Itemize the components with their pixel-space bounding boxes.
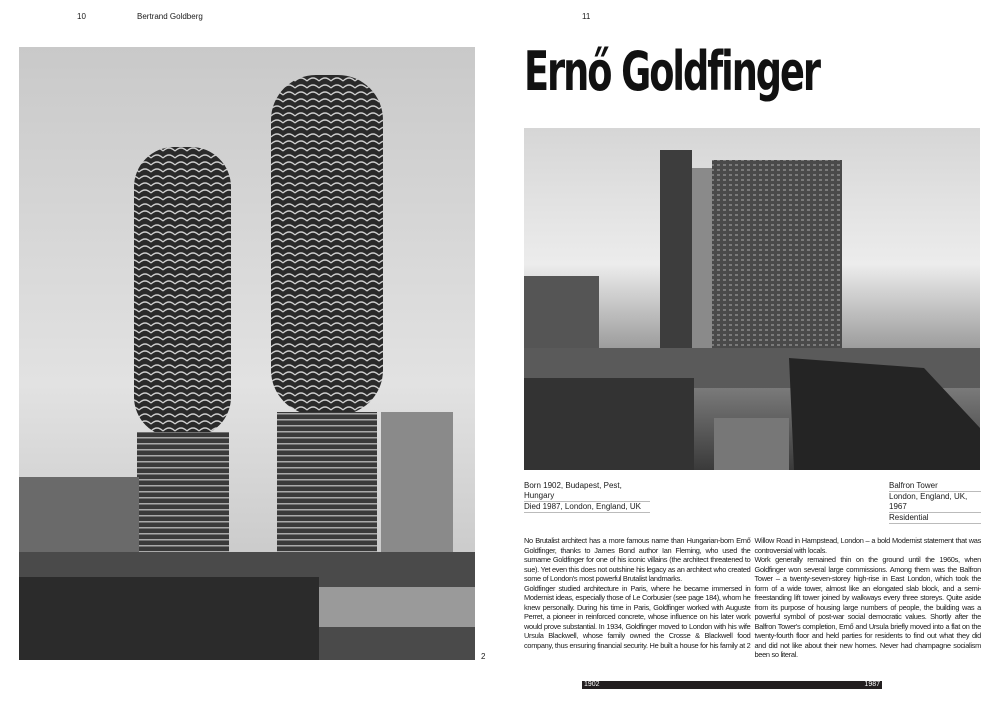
building-caption — [889, 481, 981, 524]
balfron-tower-photo — [524, 128, 980, 470]
building-name: Balfron Tower — [889, 481, 981, 492]
left-page-number: 10 — [77, 12, 86, 21]
building-type: Residential — [889, 513, 981, 524]
birth-info: Born 1902, Budapest, Pest, Hungary — [524, 481, 650, 502]
timeline-end: 1987 — [864, 681, 880, 688]
body-text — [524, 536, 981, 660]
timeline-end-bar — [811, 681, 882, 689]
building-location: London, England, UK, 1967 — [889, 492, 981, 513]
page-title: Ernő Goldfinger — [524, 40, 819, 103]
body-paragraph: Goldfinger studied architecture in Paris, where he became immersed in Modernist ideas, especially those of Le Corbusier (see page 184), whom he knew personally. During his time in Paris, Goldfinger worked with Auguste Perret, a pioneer in reinforced concrete, whose influence on his later work would prove substantial. In 1934, Goldfinger moved to London with his wife Ursula Blackwell, whose family owned the Crosse & Blackwell food company, thus ensuring financial security. He built a house for his family at 2 Willow Road in Hampstead, London – a bold Modernist statement that was controversial with locals. — [524, 536, 981, 650]
marina-city-photo — [19, 47, 475, 660]
running-title: Bertrand Goldberg — [137, 12, 203, 21]
timeline-lifespan-bar — [582, 681, 811, 689]
photo-number: 2 — [481, 652, 486, 661]
biography-caption — [524, 481, 650, 513]
body-paragraph: No Brutalist architect has a more famous name than Hungarian-born Ernő Goldfinger, thanks to James Bond author Ian Fleming, who used the surname Goldfinger for one of his iconic villains (the architect threatened to sue). Yet even this does not outshine his legacy as an architect who created some of London's most powerful Brutalist landmarks. — [524, 536, 751, 583]
body-paragraph: Work generally remained thin on the ground until the 1960s, when Goldfinger won several large commissions. Among them was the Balfron Tower – a twenty-seven-storey high-rise in East London, which took the form of a wide tower, almost like an elongated slab block, and a semi-freestanding lift tower joined by walkways every three storeys. Quite aside from its purpose of housing large numbers of people, the building was a powerful symbol of post-war social democratic values. Shortly after the Balfron Tower's completion, Ernő and Ursula briefly moved into a flat on the twenty-fourth floor and held parties for residents to find out what they did and did not like about their new homes. Never had champagne socialism been so literal. — [754, 555, 981, 659]
death-info: Died 1987, London, England, UK — [524, 502, 650, 513]
timeline-start: 1902 — [584, 681, 600, 688]
right-page-number: 11 — [582, 12, 591, 21]
